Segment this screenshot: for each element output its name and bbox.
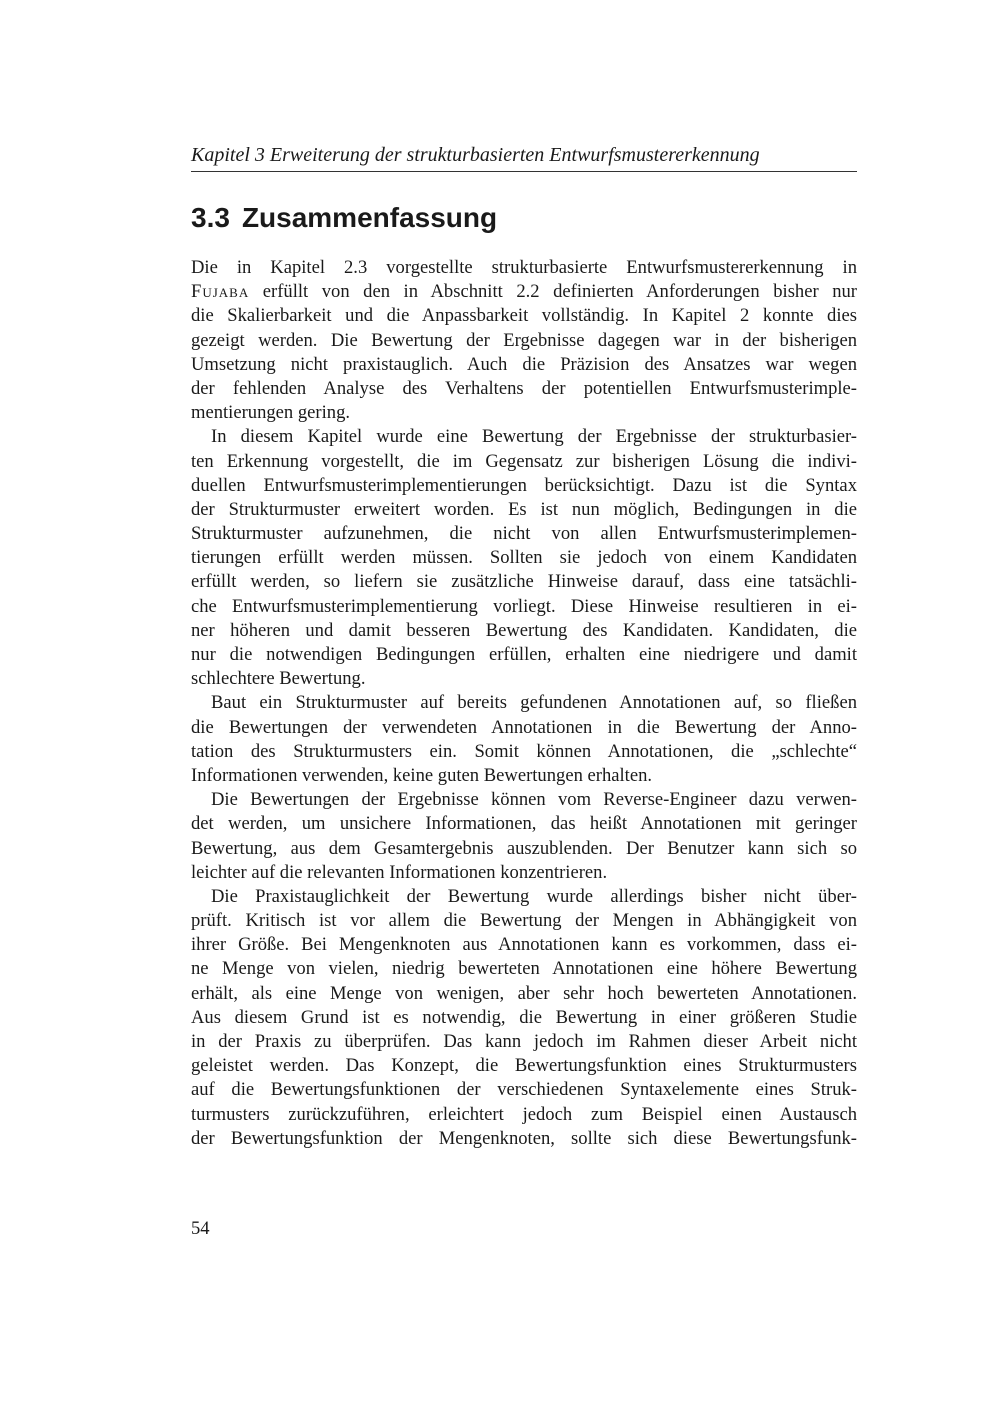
text-line: der Strukturmuster erweitert worden. Es ist nun möglich, Bedingungen in die [191, 498, 857, 520]
section-number: 3.3 [191, 202, 230, 233]
text-line: Umsetzung nicht praxistauglich. Auch die Präzision des Ansatzes war wegen [191, 353, 857, 375]
text-line: ihrer Größe. Bei Mengenknoten aus Annotationen kann es vorkommen, dass ei- [191, 934, 857, 956]
body-text [191, 256, 857, 1151]
paragraph [191, 425, 857, 691]
text-line: ten Erkennung vorgestellt, die im Gegensatz zur bisherigen Lösung die indivi- [191, 450, 857, 472]
text-line: Die in Kapitel 2.3 vorgestellte strukturbasierte Entwurfsmustererkennung in [191, 257, 857, 278]
section-title: Zusammenfassung [241, 202, 498, 233]
fujaba-name: Fujaba [191, 281, 250, 303]
text-line: Informationen verwenden, keine guten Bewertungen erhalten. [191, 764, 653, 786]
text-line: Die Praxistauglichkeit der Bewertung wurde allerdings bisher nicht über- [211, 885, 857, 907]
paragraph [191, 788, 857, 885]
text-line [191, 280, 857, 304]
text-line: ner höheren und damit besseren Bewertung des Kandidaten. Kandidaten, die [191, 619, 857, 641]
text-line: geleistet werden. Das Konzept, die Bewertungsfunktion eines Strukturmusters [191, 1055, 857, 1077]
text-line: auf die Bewertungsfunktionen der verschiedenen Syntaxelemente eines Struk- [191, 1079, 857, 1101]
text-line: turmusters zurückzuführen, erleichtert jedoch zum Beispiel einen Austausch [191, 1103, 857, 1125]
text-line: In diesem Kapitel wurde eine Bewertung der Ergebnisse der strukturbasier- [211, 426, 857, 448]
text-line: che Entwurfsmusterimplementierung vorliegt. Diese Hinweise resultieren in ei- [191, 595, 857, 617]
text-line: ne Menge von vielen, niedrig bewerteten Annotationen eine höhere Bewertung [191, 958, 857, 980]
text-line: die Skalierbarkeit und die Anpassbarkeit vollständig. In Kapitel 2 konnte dies [191, 305, 857, 327]
paragraph [191, 885, 857, 1151]
page-number: 54 [191, 1218, 210, 1239]
running-head: Kapitel 3 Erweiterung der strukturbasierten Entwurfsmustererkennung [191, 144, 760, 166]
text-line-rest: erfüllt von den in Abschnitt 2.2 definierten Anforderungen bisher nur [262, 281, 857, 303]
text-line: die Bewertungen der verwendeten Annotationen in die Bewertung der Anno- [191, 716, 857, 738]
text-line: Baut ein Strukturmuster auf bereits gefundenen Annotationen auf, so fließen [211, 692, 857, 714]
text-line: prüft. Kritisch ist vor allem die Bewertung der Mengen in Abhängigkeit von [191, 910, 857, 932]
text-line: gezeigt werden. Die Bewertung der Ergebnisse dagegen war in der bisherigen [191, 329, 857, 351]
text-line: tation des Strukturmusters ein. Somit können Annotationen, die „schlechte“ [191, 740, 857, 762]
text-line: der fehlenden Analyse des Verhaltens der potentiellen Entwurfsmusterimple- [191, 377, 857, 399]
text-line: Bewertung, aus dem Gesamtergebnis auszublenden. Der Benutzer kann sich so [191, 837, 857, 859]
text-line: leichter auf die relevanten Informationen konzentrieren. [191, 861, 608, 883]
section-heading [191, 200, 497, 236]
text-line: tierungen erfüllt werden müssen. Sollten sie jedoch von einem Kandidaten [191, 547, 857, 569]
paragraph [191, 691, 857, 788]
text-line: erhält, als eine Menge von wenigen, aber sehr hoch bewerteten Annotationen. [191, 982, 857, 1004]
text-line: duellen Entwurfsmusterimplementierungen berücksichtigt. Dazu ist die Syntax [191, 474, 857, 496]
header-rule [191, 171, 857, 172]
text-line: erfüllt werden, so liefern sie zusätzliche Hinweise darauf, dass eine tatsächli- [191, 571, 857, 593]
text-line: Die Bewertungen der Ergebnisse können vom Reverse-Engineer dazu verwen- [211, 789, 857, 811]
text-line: nur die notwendigen Bedingungen erfüllen, erhalten eine niedrigere und damit [191, 644, 857, 665]
paragraph [191, 256, 857, 425]
text-line: in der Praxis zu überprüfen. Das kann jedoch im Rahmen dieser Arbeit nicht [191, 1031, 857, 1052]
text-line: der Bewertungsfunktion der Mengenknoten, sollte sich diese Bewertungsfunk- [191, 1127, 857, 1149]
text-line: Aus diesem Grund ist es notwendig, die Bewertung in einer größeren Studie [191, 1006, 857, 1028]
text-line: det werden, um unsichere Informationen, das heißt Annotationen mit geringer [191, 813, 857, 835]
text-line: Strukturmuster aufzunehmen, die nicht von allen Entwurfsmusterimplemen- [191, 523, 857, 545]
text-line: mentierungen gering. [191, 402, 351, 424]
text-line: schlechtere Bewertung. [191, 668, 366, 690]
